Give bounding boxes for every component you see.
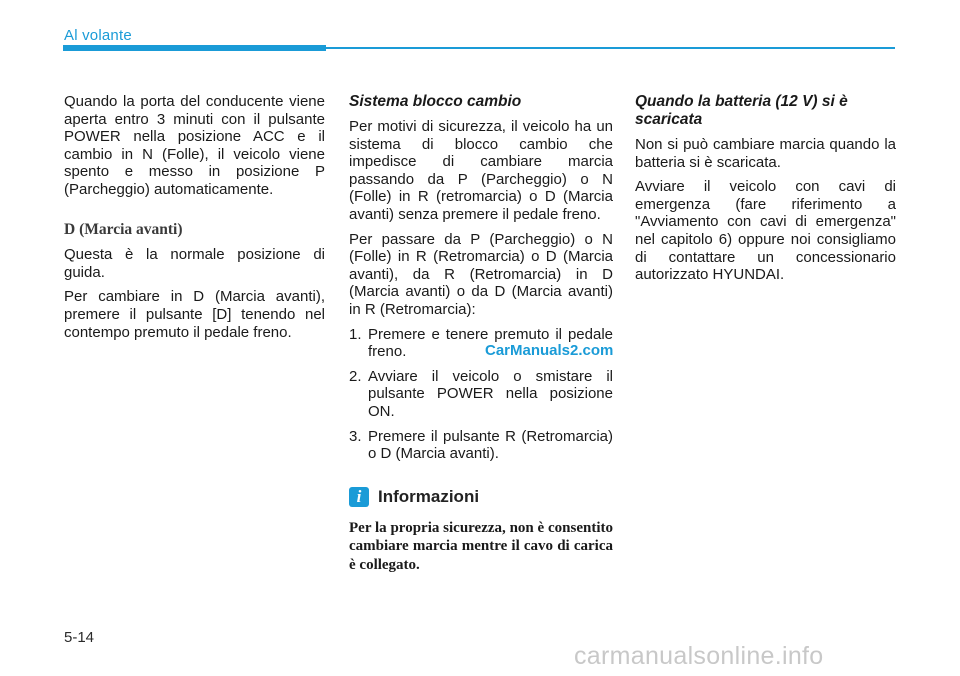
list-item bbox=[349, 428, 613, 463]
paragraph: Non si può cambiare marcia quando la batteria si è scaricata. bbox=[635, 136, 896, 171]
paragraph: Avviare il veicolo con cavi di emergenza (fare riferimento a "Avviamento con cavi di emergenza" nel capitolo 6) oppure noi consigliamo di contattare un concessionario autorizzato HYUNDAI. bbox=[635, 178, 896, 284]
info-text: Per la propria sicurezza, non è consentito cambiare marcia mentre il cavo di carica è collegato. bbox=[349, 519, 613, 573]
section-heading: Sistema blocco cambio bbox=[349, 93, 522, 110]
footer-watermark: carmanualsonline.info bbox=[574, 642, 824, 670]
header-bar-thin bbox=[326, 47, 895, 49]
paragraph: Per passare da P (Parcheggio) o N (Folle) in R (Retromarcia) o D (Marcia avanti), da R (Retromarcia) in D (Marcia avanti) o da D (Marcia avanti) in R (Retromarcia): bbox=[349, 230, 613, 318]
section-heading: D (Marcia avanti) bbox=[64, 220, 183, 238]
paragraph: Questa è la normale posizione di guida. bbox=[64, 246, 325, 281]
paragraph: Per motivi di sicurezza, il veicolo ha un sistema di blocco cambio che impedisce di cambiare marcia passando da P (Parcheggio) o N (Folle) in R (retromarcia) o D (Marcia avanti) senza premere il pedale freno. bbox=[349, 118, 613, 223]
step-number: 2. bbox=[349, 367, 362, 385]
step-text: Avviare il veicolo o smistare il pulsante POWER nella posizione ON. bbox=[368, 367, 613, 420]
info-box-header bbox=[349, 487, 613, 507]
paragraph: Quando la porta del conducente viene aperta entro 3 minuti con il pulsante POWER nella posizione ACC e il cambio in N (Folle), il veicolo viene spento e messo in posizione P (Parcheggio) automaticamente. bbox=[64, 93, 325, 198]
column-2 bbox=[349, 93, 613, 581]
watermark: CarManuals2.com bbox=[485, 342, 614, 359]
info-icon: i bbox=[349, 487, 369, 507]
list-item bbox=[349, 368, 613, 421]
step-number: 3. bbox=[349, 427, 362, 445]
paragraph: Per cambiare in D (Marcia avanti), premere il pulsante [D] tenendo nel contempo premuto il pedale freno. bbox=[64, 288, 325, 341]
section-title: Al volante bbox=[64, 27, 132, 44]
step-text: Premere e tenere premuto il pedale freno. bbox=[368, 325, 613, 361]
column-1 bbox=[64, 93, 325, 348]
header-bar-thick bbox=[63, 45, 326, 51]
page-number: 5-14 bbox=[64, 629, 95, 646]
step-text: Premere il pulsante R (Retromarcia) o D (Marcia avanti). bbox=[368, 427, 613, 463]
column-3 bbox=[635, 93, 896, 291]
step-number: 1. bbox=[349, 325, 362, 343]
info-title: Informazioni bbox=[378, 486, 480, 506]
section-heading: Quando la batteria (12 V) si è scaricata bbox=[635, 93, 848, 128]
